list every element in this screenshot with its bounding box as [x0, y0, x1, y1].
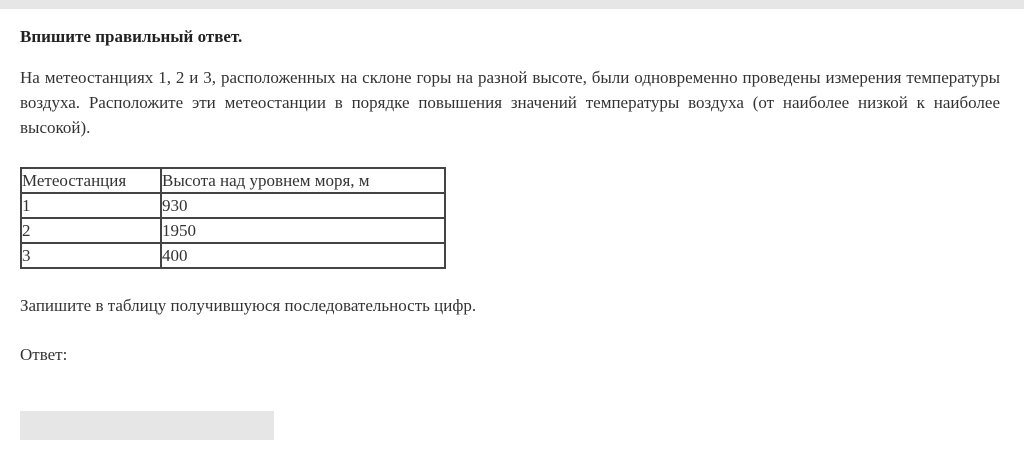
task-note: Запишите в таблицу получившуюся последовательность цифр.	[20, 296, 477, 315]
top-bar	[0, 0, 1024, 9]
table-header-cell: Высота над уровнем моря, м	[161, 168, 445, 193]
task-question: На метеостанциях 1, 2 и 3, расположенных на склоне горы на разной высоте, были одновременно проведены измерения температуры воздуха. Расположите эти метеостанции в порядке повышения значений температуры воздуха (от наиболее низкой к наиболее высокой).	[20, 68, 1000, 137]
table-row	[21, 243, 445, 268]
task-container	[20, 26, 1000, 366]
table-cell-altitude: 930	[161, 193, 445, 218]
table-header-row	[21, 168, 445, 193]
table-cell-altitude: 400	[161, 243, 445, 268]
table-header-cell: Метеостанция	[21, 168, 161, 193]
table-cell-station: 1	[21, 193, 161, 218]
answer-label: Ответ:	[20, 345, 68, 364]
weather-stations-table	[20, 167, 446, 269]
task-instruction: Впишите правильный ответ.	[20, 27, 243, 46]
table-cell-station: 3	[21, 243, 161, 268]
answer-input[interactable]	[20, 411, 274, 440]
table-row	[21, 193, 445, 218]
table-cell-altitude: 1950	[161, 218, 445, 243]
table-cell-station: 2	[21, 218, 161, 243]
table-row	[21, 218, 445, 243]
